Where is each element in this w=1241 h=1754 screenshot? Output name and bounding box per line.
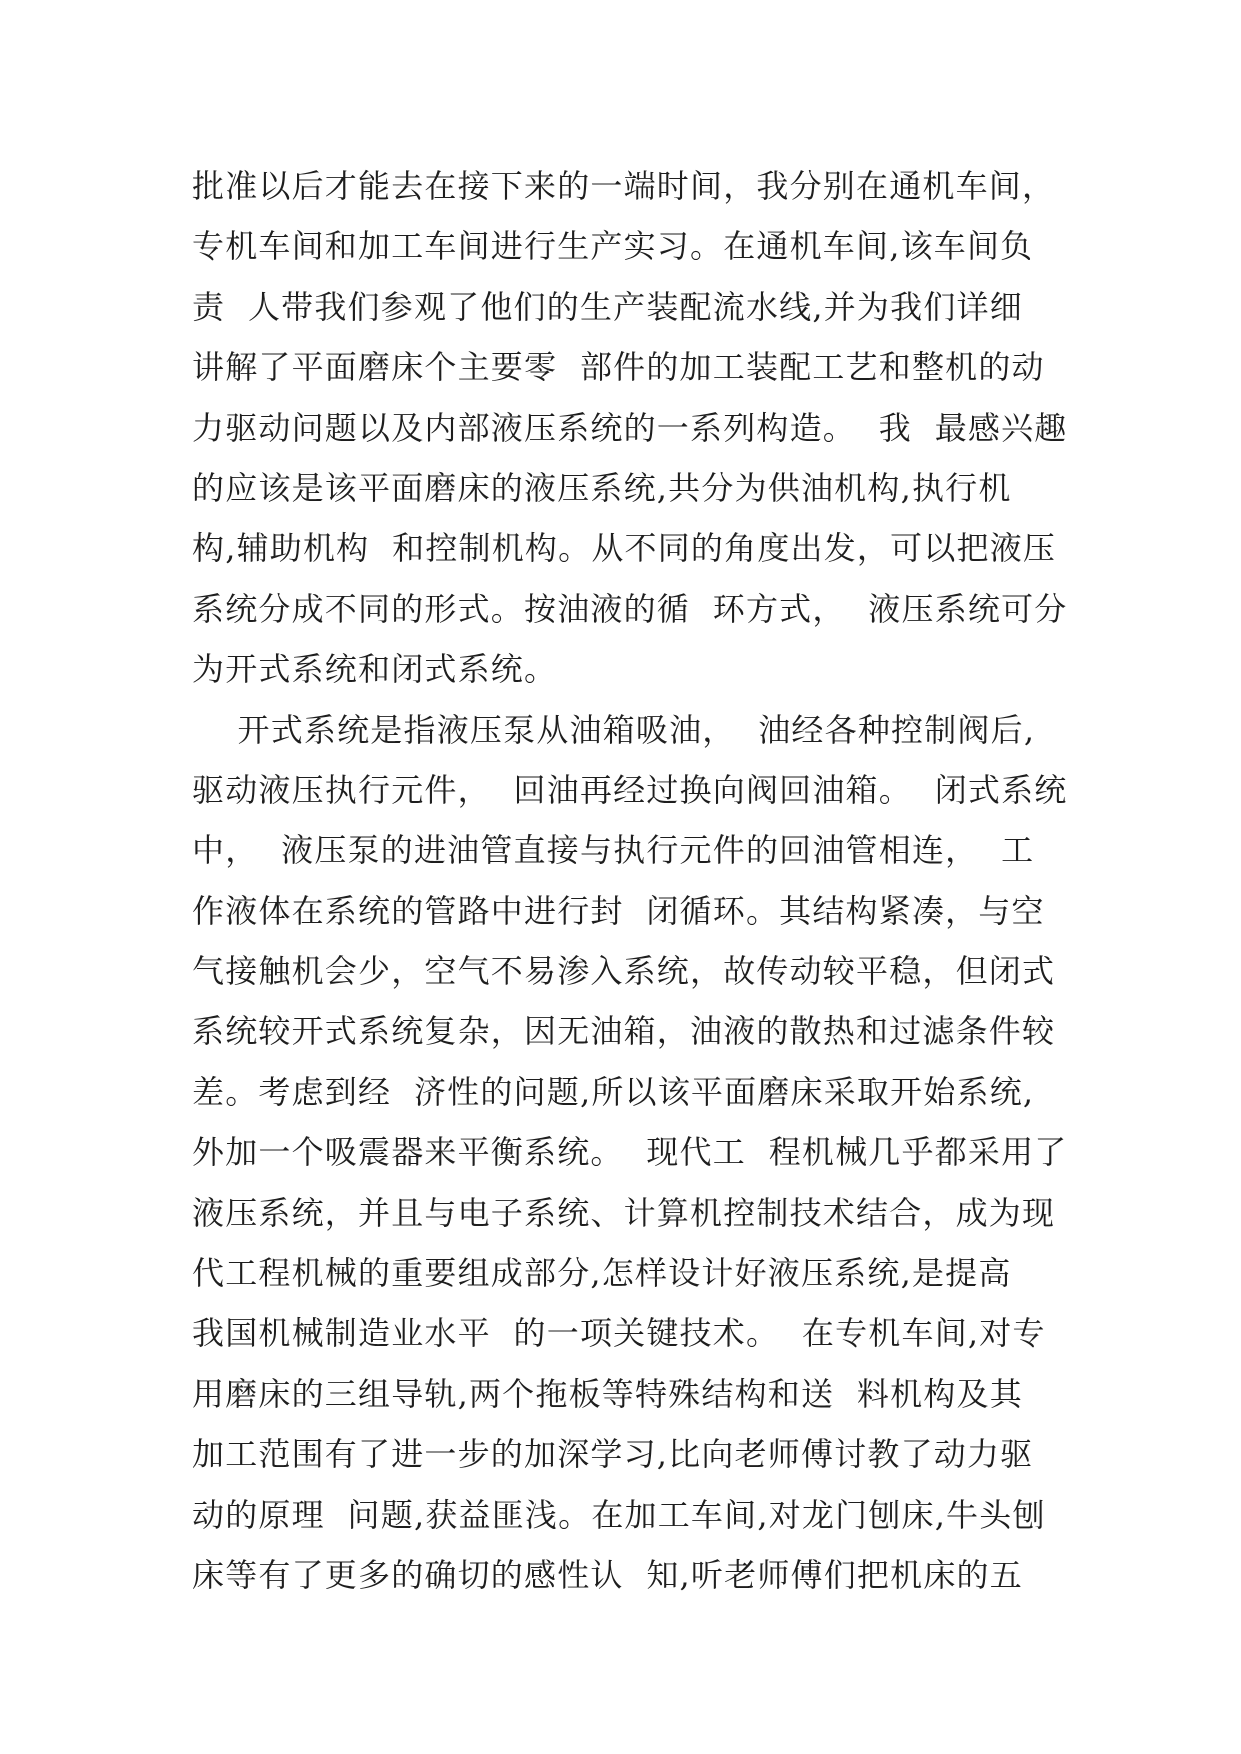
text-line: 作液体在系统的管路中进行封 闭循环。其结构紧凑，与空: [192, 891, 1045, 930]
text-line: 责 人带我们参观了他们的生产装配流水线,并为我们详细: [192, 287, 1023, 326]
text-line: 差。考虑到经 济性的问题,所以该平面磨床采取开始系统,: [192, 1072, 1035, 1111]
text-line: 液压系统，并且与电子系统、计算机控制技术结合，成为现: [192, 1193, 1056, 1232]
text-line: 外加一个吸震器来平衡系统。 现代工 程机械几乎都采用了: [192, 1133, 1068, 1172]
text-line: 我国机械制造业水平 的一项关键技术。 在专机车间,对专: [192, 1314, 1046, 1353]
text-line: 动的原理 问题,获益匪浅。在加工车间,对龙门刨床,牛头刨: [192, 1495, 1046, 1534]
text-line: 讲解了平面磨床个主要零 部件的加工装配工艺和整机的动: [192, 348, 1045, 387]
text-line: 中， 液压泵的进油管直接与执行元件的回油管相连， 工: [192, 831, 1035, 870]
text-line: 专机车间和加工车间进行生产实习。在通机车间,该车间负: [192, 227, 1034, 266]
text-line: 构,辅助机构 和控制机构。从不同的角度出发，可以把液压: [192, 529, 1057, 568]
text-line: 开式系统是指液压泵从油箱吸油， 油经各种控制阀后,: [192, 710, 1036, 749]
text-line: 气接触机会少，空气不易渗入系统，故传动较平稳，但闭式: [192, 952, 1056, 991]
text-line: 床等有了更多的确切的感性认 知,听老师傅们把机床的五: [192, 1555, 1023, 1594]
text-line: 代工程机械的重要组成部分,怎样设计好液压系统,是提高: [192, 1254, 1012, 1293]
text-line: 力驱动问题以及内部液压系统的一系列构造。 我 最感兴趣: [192, 408, 1068, 447]
text-line: 批准以后才能去在接下来的一端时间，我分别在通机车间，: [192, 167, 1056, 205]
text-line: 加工范围有了进一步的加深学习,比向老师傅讨教了动力驱: [192, 1435, 1034, 1474]
text-line: 驱动液压执行元件， 回油再经过换向阀回油箱。 闭式系统: [192, 770, 1068, 809]
body-text: [192, 156, 1072, 1605]
text-line: 为开式系统和闭式系统。: [192, 650, 558, 689]
text-line: 用磨床的三组导轨,两个拖板等特殊结构和送 料机构及其: [192, 1374, 1023, 1413]
text-line: 的应该是该平面磨床的液压系统,共分为供油机构,执行机: [192, 468, 1012, 507]
text-line: 系统分成不同的形式。按油液的循 环方式， 液压系统可分: [192, 589, 1068, 628]
text-line: 系统较开式系统复杂，因无油箱，油液的散热和过滤条件较: [192, 1012, 1056, 1051]
